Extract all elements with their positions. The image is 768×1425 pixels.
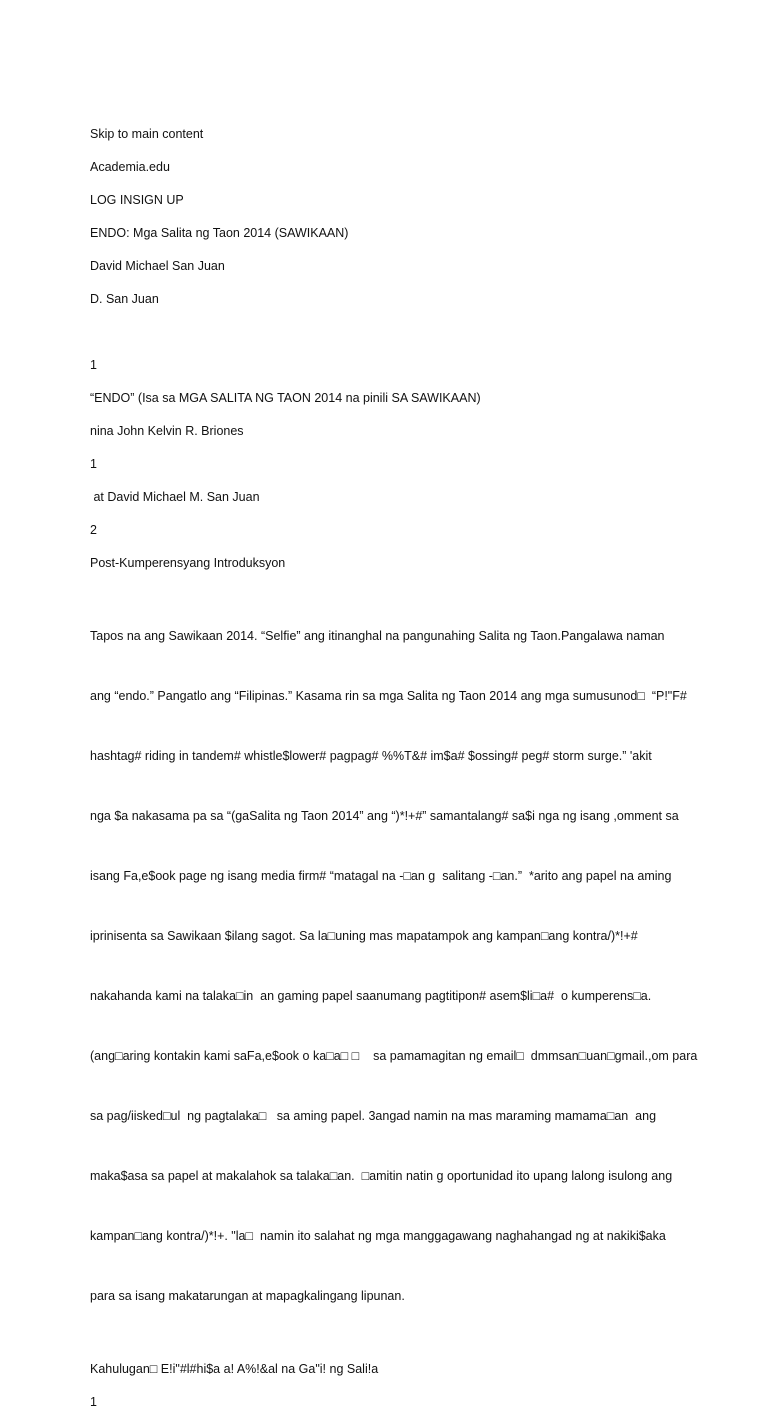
body-line: nga $a nakasama pa sa “(gaSalita ng Taon 2014” ang “)*!+#” samantalang# sa$i nga ng isang ,omment sa: [90, 809, 679, 823]
footnote-mark-1: 1: [90, 457, 97, 471]
article-byline: nina John Kelvin R. Briones: [90, 424, 244, 438]
body-line: kampan□ang kontra/)*!+. "la□ namin ito salahat ng mga manggagawang naghahangad ng at nakiki$aka: [90, 1229, 666, 1243]
body-line: nakahanda kami na talaka□in an gaming papel saanumang pagtitipon# asem$li□a# o kumperens□a.: [90, 989, 652, 1003]
section-title: Post-Kumperensyang Introduksyon: [90, 556, 286, 570]
body-line: ang “endo.” Pangatlo ang “Filipinas.” Kasama rin sa mga Salita ng Taon 2014 ang mga sumusunod□ “P!"F#: [90, 689, 687, 703]
skip-to-content-link[interactable]: Skip to main content: [90, 127, 204, 141]
author-full-name[interactable]: David Michael San Juan: [90, 259, 225, 273]
body-line: para sa isang makatarungan at mapagkalingang lipunan.: [90, 1289, 405, 1303]
coauthor-line: at David Michael M. San Juan: [90, 490, 260, 504]
footnote-mark-2: 2: [90, 523, 97, 537]
body-line: isang Fa,e$ook page ng isang media firm# “matagal na -□an g salitang -□an.” *arito ang papel na aming: [90, 869, 672, 883]
body-line: Tapos na ang Sawikaan 2014. “Selfie” ang itinanghal na pangunahing Salita ng Taon.Pangalawa naman: [90, 629, 665, 643]
body-line: (ang□aring kontakin kami saFa,e$ook o ka□a□ □ sa pamamagitan ng email□ dmmsan□uan□gmail.,om para: [90, 1049, 698, 1063]
body-line: maka$asa sa papel at makalahok sa talaka□an. □amitin natin g oportunidad ito upang lalong isulong ang: [90, 1169, 673, 1183]
footnote-mark-3: 1: [90, 1395, 97, 1409]
body-paragraph: [90, 586, 740, 1346]
body-line: iprinisenta sa Sawikaan $ilang sagot. Sa la□uning mas mapatampok ang kampan□ang kontra/)*!+#: [90, 929, 638, 943]
body-line: sa pag/iisked□ul ng pagtalaka□ sa aming papel. 3angad namin na mas maraming mamama□an ang: [90, 1109, 657, 1123]
page-number: 1: [90, 358, 97, 372]
site-name-link[interactable]: Academia.edu: [90, 160, 170, 174]
document-title: ENDO: Mga Salita ng Taon 2014 (SAWIKAAN): [90, 226, 349, 240]
article-heading: “ENDO” (Isa sa MGA SALITA NG TAON 2014 na pinili SA SAWIKAAN): [90, 391, 481, 405]
body-line: hashtag# riding in tandem# whistle$lower# pagpag# %%T&# im$a# $ossing# peg# storm surge.” 'akit: [90, 749, 652, 763]
document-page: [90, 124, 740, 1425]
author-short-name: D. San Juan: [90, 292, 159, 306]
definition-heading: Kahulugan□ E!i"#l#hi$a a! A%!&al na Ga"i! ng Sali!a: [90, 1362, 379, 1376]
auth-links[interactable]: LOG INSIGN UP: [90, 193, 184, 207]
